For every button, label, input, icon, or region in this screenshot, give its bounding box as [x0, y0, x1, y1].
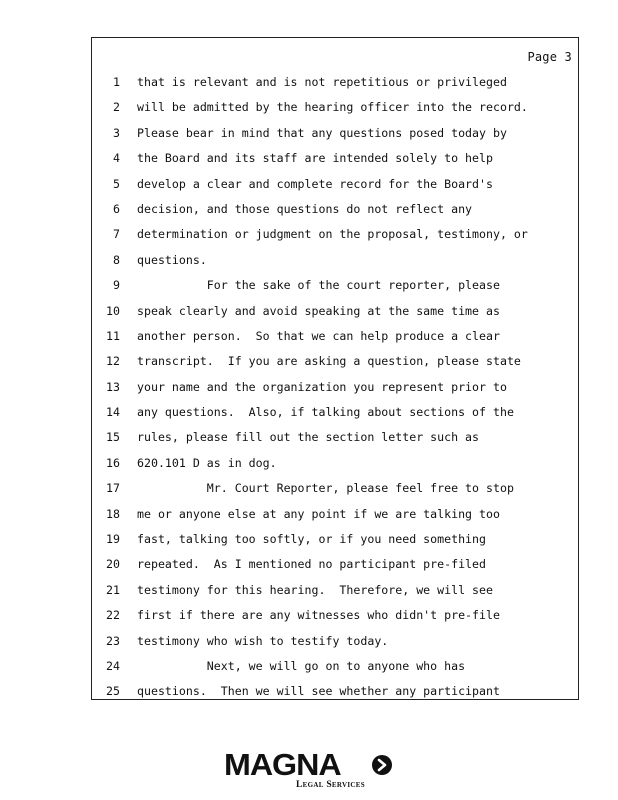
transcript-line	[92, 578, 578, 603]
transcript-line	[92, 70, 578, 95]
line-number: 13	[106, 379, 120, 394]
transcript-line	[92, 95, 578, 120]
line-number: 2	[113, 100, 120, 115]
line-text: For the sake of the court reporter, please	[137, 278, 500, 293]
line-text: testimony who wish to testify today.	[137, 633, 389, 648]
line-number: 23	[106, 633, 120, 648]
line-text: questions.	[137, 252, 207, 267]
line-text: questions. Then we will see whether any participant	[137, 684, 500, 699]
line-text: your name and the organization you represent prior to	[137, 379, 507, 394]
transcript-line	[92, 222, 578, 247]
line-number: 14	[106, 405, 120, 420]
line-text: me or anyone else at any point if we are talking too	[137, 506, 500, 521]
line-text: 620.101 D as in dog.	[137, 455, 277, 470]
transcript-line	[92, 654, 578, 679]
line-number: 5	[113, 176, 120, 191]
transcript-line	[92, 172, 578, 197]
line-number: 8	[113, 252, 120, 267]
transcript-line	[92, 679, 578, 704]
transcript-line	[92, 349, 578, 374]
logo-subtitle: Legal Services	[296, 780, 365, 790]
transcript-line	[92, 197, 578, 222]
transcript-line	[92, 299, 578, 324]
magna-logo	[224, 748, 399, 794]
transcript-lines	[92, 70, 578, 705]
line-number: 3	[113, 125, 120, 140]
line-number: 4	[113, 151, 120, 166]
transcript-line	[92, 375, 578, 400]
line-number: 17	[106, 481, 120, 496]
line-number: 11	[106, 328, 120, 343]
line-number: 25	[106, 684, 120, 699]
line-text: another person. So that we can help produce a clear	[137, 328, 500, 343]
transcript-line	[92, 273, 578, 298]
line-text: repeated. As I mentioned no participant pre-filed	[137, 557, 487, 572]
arrow-circle-icon	[371, 754, 393, 776]
line-number: 18	[106, 506, 120, 521]
transcript-line	[92, 629, 578, 654]
line-text: Next, we will go on to anyone who has	[137, 658, 466, 673]
transcript-line	[92, 248, 578, 273]
transcript-line	[92, 603, 578, 628]
transcript-line	[92, 121, 578, 146]
line-number: 19	[106, 532, 120, 547]
line-number: 15	[106, 430, 120, 445]
line-text: Please bear in mind that any questions posed today by	[137, 125, 507, 140]
line-number: 9	[113, 278, 120, 293]
line-text: speak clearly and avoid speaking at the same time as	[137, 303, 500, 318]
line-text: develop a clear and complete record for the Board's	[137, 176, 493, 191]
transcript-line	[92, 451, 578, 476]
line-number: 1	[113, 75, 120, 89]
line-text: any questions. Also, if talking about sections of the	[137, 405, 514, 420]
page-number: Page 3	[527, 50, 572, 64]
line-text: determination or judgment on the proposal, testimony, or	[137, 227, 528, 242]
line-text: rules, please fill out the section letter such as	[137, 430, 480, 445]
line-text: Mr. Court Reporter, please feel free to stop	[137, 481, 514, 496]
line-number: 10	[106, 303, 120, 318]
line-text: will be admitted by the hearing officer into the record.	[137, 100, 528, 115]
line-text: first if there are any witnesses who didn't pre-file	[137, 608, 500, 623]
transcript-line	[92, 425, 578, 450]
line-text: testimony for this hearing. Therefore, we will see	[137, 582, 493, 597]
line-number: 16	[106, 455, 120, 470]
line-number: 21	[106, 582, 120, 597]
transcript-line	[92, 400, 578, 425]
transcript-line	[92, 502, 578, 527]
transcript-line	[92, 476, 578, 501]
transcript-page	[91, 37, 579, 700]
line-text: that is relevant and is not repetitious or privileged	[137, 75, 507, 89]
transcript-line	[92, 552, 578, 577]
transcript-line	[92, 324, 578, 349]
line-text: fast, talking too softly, or if you need something	[137, 532, 487, 547]
line-text: transcript. If you are asking a question, please state	[137, 354, 521, 369]
transcript-line	[92, 146, 578, 171]
logo-wordmark: MAGNA	[224, 747, 341, 782]
line-number: 20	[106, 557, 120, 572]
line-number: 6	[113, 201, 120, 216]
line-text: the Board and its staff are intended solely to help	[137, 151, 493, 166]
line-number: 7	[113, 227, 120, 242]
transcript-line	[92, 527, 578, 552]
line-number: 12	[106, 354, 120, 369]
line-number: 22	[106, 608, 120, 623]
line-text: decision, and those questions do not reflect any	[137, 201, 473, 216]
line-number: 24	[106, 658, 120, 673]
